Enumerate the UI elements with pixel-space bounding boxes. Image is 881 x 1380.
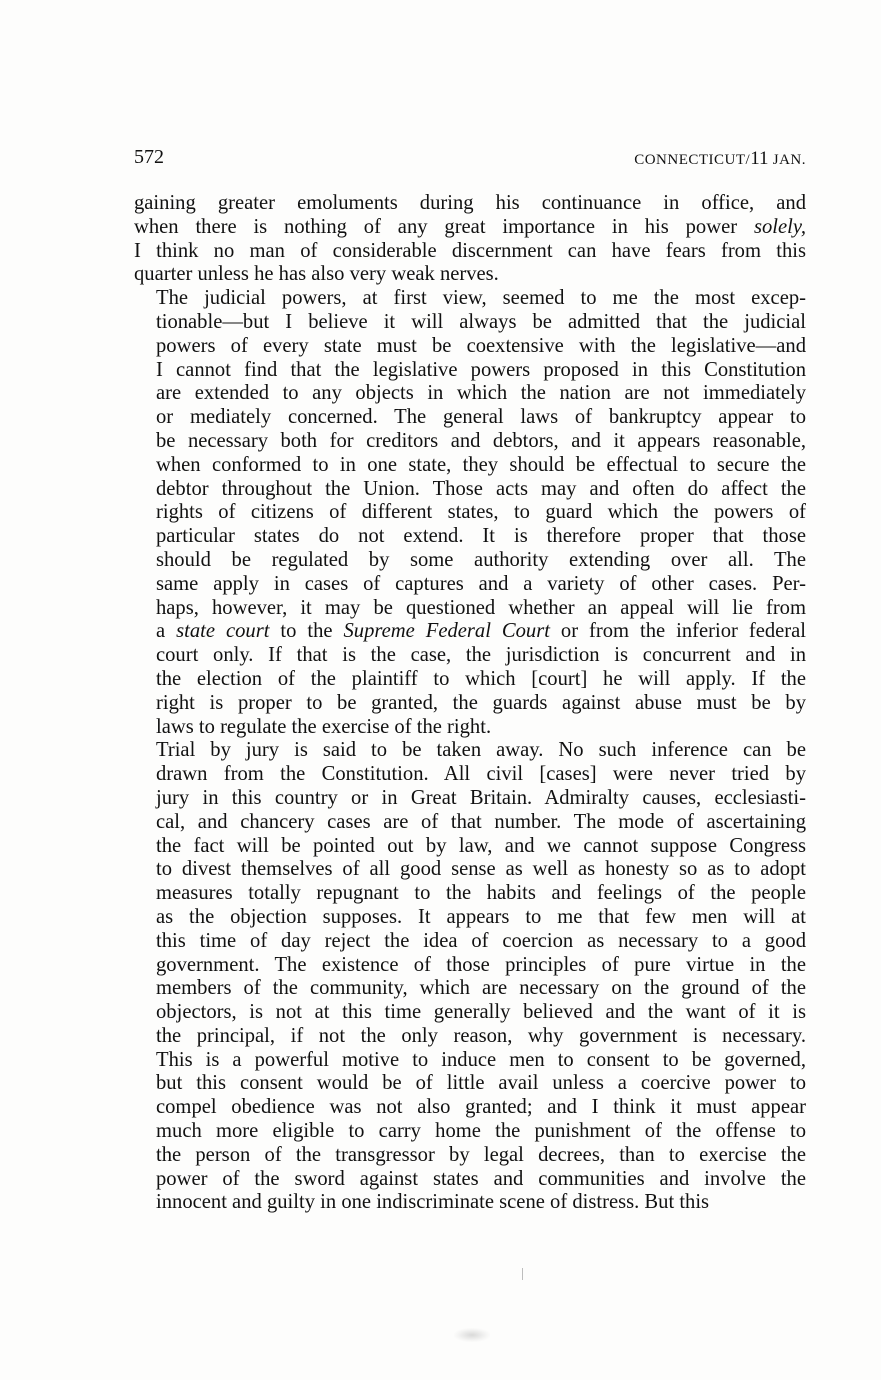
- text-line: Trial by jury is said to be taken away. No such inference can be: [156, 739, 806, 762]
- text-line: compel obedience was not also granted; and I think it must appear: [156, 1096, 806, 1119]
- text-line: The judicial powers, at first view, seemed to me the most excep-: [156, 287, 806, 310]
- text-line: right is proper to be granted, the guards against abuse must be by: [156, 691, 806, 714]
- text-line: haps, however, it may be questioned whether an appeal will lie from: [156, 596, 806, 619]
- text-line: be necessary both for creditors and debtors, and it appears reasonable,: [156, 429, 806, 452]
- text-line: cal, and chancery cases are of that number. The mode of ascertaining: [156, 810, 806, 833]
- text-line: debtor throughout the Union. Those acts may and often do affect the: [156, 477, 806, 500]
- text-line: jury in this country or in Great Britain. Admiralty causes, ecclesiasti-: [156, 786, 806, 809]
- running-title-day: 11: [750, 148, 769, 169]
- page-number: 572: [134, 146, 164, 168]
- text-line: the principal, if not the only reason, why government is necessary.: [156, 1024, 806, 1047]
- text-line: the person of the transgressor by legal decrees, than to exercise the: [156, 1143, 806, 1166]
- text-line: to divest themselves of all good sense as well as honesty so as to adopt: [156, 858, 806, 881]
- text-line: I cannot find that the legislative powers proposed in this Constitution: [156, 358, 806, 381]
- paragraph-2: [134, 287, 806, 739]
- text-line: the election of the plaintiff to which [court] he will apply. If the: [156, 667, 806, 690]
- text-line: members of the community, which are necessary on the ground of the: [156, 977, 806, 1000]
- text-line-part: when there is nothing of any great importance in his power: [134, 215, 754, 238]
- text-line: laws to regulate the exercise of the right.: [156, 715, 492, 738]
- emphasis-term: Supreme Federal Court: [343, 620, 550, 643]
- text-line: objectors, is not at this time generally believed and the want of it is: [156, 1001, 806, 1024]
- text-line: when conformed to in one state, they should be effectual to secure the: [156, 453, 806, 476]
- running-head: [134, 146, 806, 172]
- text-line: particular states do not extend. It is therefore proper that those: [156, 525, 806, 548]
- text-line: government. The existence of those principles of pure virtue in the: [156, 953, 806, 976]
- text-line: quarter unless he has also very weak nerves.: [134, 263, 499, 286]
- text-line: as the objection supposes. It appears to me that few men will at: [156, 905, 806, 928]
- text-line: gaining greater emoluments during his continuance in office, and: [134, 192, 806, 214]
- text-line: drawn from the Constitution. All civil [cases] were never tried by: [156, 763, 806, 786]
- emphasis-term: state court: [176, 620, 270, 643]
- running-title-word: CONNECTICUT/: [634, 152, 751, 168]
- paragraph-3: [134, 739, 806, 1215]
- text-line: this time of day reject the idea of coercion as necessary to a good: [156, 929, 806, 952]
- text-line: the fact will be pointed out by law, and we cannot suppose Congress: [156, 834, 806, 857]
- text-line: or mediately concerned. The general laws of bankruptcy appear to: [156, 406, 806, 429]
- text-line: power of the sword against states and communities and involve the: [156, 1167, 806, 1190]
- text-line: same apply in cases of captures and a variety of other cases. Per-: [156, 572, 806, 595]
- text-line: powers of every state must be coextensive with the legislative—and: [156, 334, 806, 357]
- scan-smudge: [454, 1328, 490, 1342]
- text-line: tionable—but I believe it will always be admitted that the judicial: [156, 310, 806, 333]
- text-line: rights of citizens of different states, to guard which the powers of: [156, 501, 806, 524]
- text-line: are extended to any objects in which the nation are not immediately: [156, 382, 806, 405]
- text-line: but this consent would be of little avail unless a coercive power to: [156, 1072, 806, 1095]
- text-line: This is a powerful motive to induce men to consent to be governed,: [156, 1048, 806, 1071]
- text-line: I think no man of considerable discernment can have fears from this: [134, 239, 806, 262]
- text-line: much more eligible to carry home the punishment of the offense to: [156, 1120, 806, 1143]
- emphasis-solely: solely,: [753, 215, 806, 238]
- text-line: innocent and guilty in one indiscriminate scene of distress. But this: [156, 1191, 710, 1214]
- print-mark: [522, 1268, 523, 1280]
- text-line: court only. If that is the case, the jurisdiction is concurrent and in: [156, 644, 806, 667]
- running-title: [634, 148, 806, 170]
- text-line: a state court to the Supreme Federal Court or from the inferior federal: [156, 620, 807, 643]
- body-text: [134, 192, 806, 1215]
- text-line: should be regulated by some authority extending over all. The: [156, 548, 806, 571]
- text-line: measures totally repugnant to the habits and feelings of the people: [156, 882, 806, 905]
- text-line: [134, 216, 806, 240]
- running-title-month: JAN.: [768, 152, 806, 168]
- paragraph-1: [134, 192, 806, 287]
